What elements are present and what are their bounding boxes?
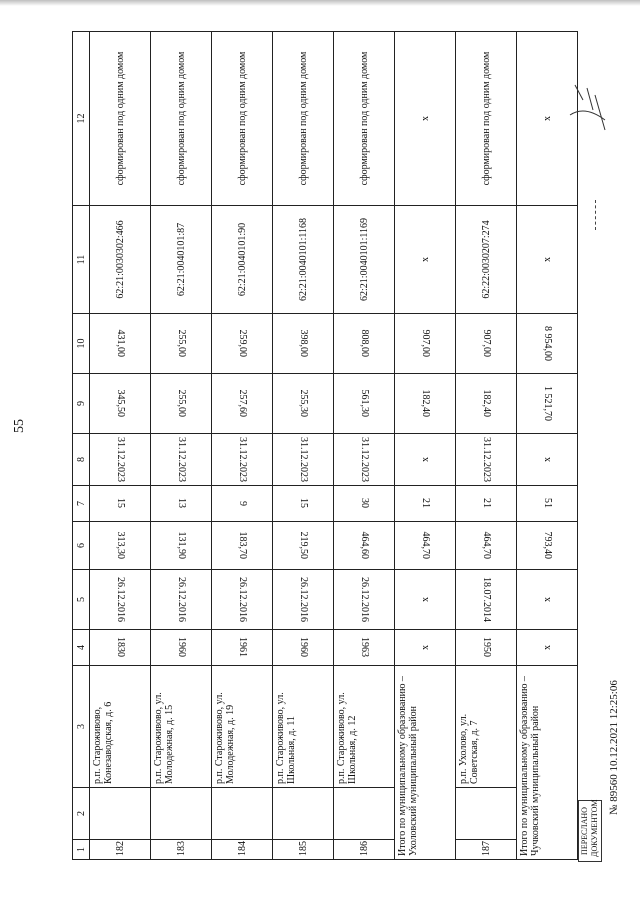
status-cell: х	[517, 32, 578, 206]
area3-cell: 255,00	[175, 329, 187, 358]
status-cell: сформирован под одним домом	[151, 32, 212, 206]
people-cell: 15	[114, 498, 126, 509]
address-cell: р.п. Староживово, ул. Школьная, д. 12	[334, 666, 395, 788]
until-cell: х	[395, 434, 456, 486]
year-cell: 1960	[297, 637, 309, 658]
cell-empty	[456, 788, 517, 840]
year-cell: 1961	[236, 637, 248, 658]
col-num: 1	[73, 840, 90, 860]
status-cell: сформирован под одним домом	[456, 32, 517, 206]
area-cell: 313,30	[114, 531, 126, 560]
area-cell: 131,90	[175, 531, 187, 560]
row-number: 185	[273, 840, 334, 860]
document-stamp: № 89560 10.12.2021 12:25:06	[608, 680, 620, 815]
table-row	[273, 32, 334, 860]
date-cell: 26.12.2016	[236, 577, 248, 622]
address-cell: р.п. Староживово, ул. Молодежная, д. 19	[212, 666, 273, 788]
until-cell: х	[517, 434, 578, 486]
area-cell: 464,60	[358, 531, 370, 560]
signature-scribble	[565, 80, 615, 140]
cadastral-cell: 62:22:0030207:274	[456, 206, 517, 314]
cell-empty	[334, 788, 395, 840]
area2-cell: 182,40	[480, 389, 492, 418]
col-num: 5	[73, 570, 90, 630]
area-cell: 464,70	[419, 531, 431, 560]
col-num: 10	[73, 314, 90, 374]
date-cell: х	[517, 570, 578, 630]
year-cell: х	[395, 630, 456, 666]
row-number: 183	[151, 840, 212, 860]
table-row	[90, 32, 151, 860]
total-row	[395, 32, 456, 860]
area2-cell: 255,30	[297, 389, 309, 418]
year-cell: 1830	[114, 637, 126, 658]
col-num: 8	[73, 434, 90, 486]
area2-cell: 345,50	[114, 389, 126, 418]
col-num: 4	[73, 630, 90, 666]
status-cell: сформирован под одним домом	[212, 32, 273, 206]
col-num: 6	[73, 522, 90, 570]
row-number: 182	[90, 840, 151, 860]
until-cell: 31.12.2023	[297, 437, 309, 482]
status-cell: сформирован под одним домом	[273, 32, 334, 206]
col-num: 2	[73, 788, 90, 840]
people-cell: 30	[358, 498, 370, 509]
page-number: 55	[12, 419, 27, 433]
column-number-row	[73, 32, 90, 860]
table-row	[334, 32, 395, 860]
date-cell: 26.12.2016	[114, 577, 126, 622]
year-cell: 1963	[358, 637, 370, 658]
cell-empty	[151, 788, 212, 840]
address-cell: р.п. Староживово, Конезаводская, д. 6	[90, 666, 151, 788]
table-row	[212, 32, 273, 860]
area3-cell: 907,00	[480, 329, 492, 358]
col-num: 12	[73, 32, 90, 206]
area3-cell: 398,00	[297, 329, 309, 358]
area2-cell: 561,30	[358, 389, 370, 418]
col-num: 9	[73, 374, 90, 434]
people-cell: 51	[541, 498, 553, 509]
address-cell: р.п. Ухолово, ул. Советская, д. 7	[456, 666, 517, 788]
people-cell: 21	[480, 498, 492, 509]
cell-empty	[273, 788, 334, 840]
address-cell: р.п. Староживово, ул. Молодежная, д. 15	[151, 666, 212, 788]
address-cell: р.п. Староживово, ул. Школьная, д. 11	[273, 666, 334, 788]
area3-cell: 907,00	[419, 329, 431, 358]
cell-empty	[90, 788, 151, 840]
table-row	[151, 32, 212, 860]
until-cell: 31.12.2023	[358, 437, 370, 482]
total-row	[517, 32, 578, 860]
scan-edge	[0, 0, 640, 6]
row-number: 186	[334, 840, 395, 860]
area3-cell: 8 954,00	[541, 326, 553, 361]
col-num: 7	[73, 486, 90, 522]
until-cell: 31.12.2023	[114, 437, 126, 482]
cell-empty	[212, 788, 273, 840]
cadastral-cell: 62:21:0030302:466	[90, 206, 151, 314]
date-cell: 26.12.2016	[297, 577, 309, 622]
area-cell: 183,70	[236, 531, 248, 560]
until-cell: 31.12.2023	[175, 437, 187, 482]
area2-cell: 1 521,70	[541, 386, 553, 421]
area2-cell: 257,60	[236, 389, 248, 418]
register-table	[72, 31, 578, 860]
margin-mark	[595, 200, 600, 230]
until-cell: 31.12.2023	[236, 437, 248, 482]
total-label: Итого по муниципальному образованию – Ухоловский муниципальный район	[395, 666, 456, 860]
area3-cell: 259,00	[236, 329, 248, 358]
area2-cell: 182,40	[419, 389, 431, 418]
status-cell: сформирован под одним домом	[334, 32, 395, 206]
cadastral-cell: 62:21:0040101:87	[151, 206, 212, 314]
date-cell: х	[395, 570, 456, 630]
cadastral-cell: х	[517, 206, 578, 314]
people-cell: 21	[419, 498, 431, 509]
publisher-logo: ПЕРЕСЛАНО ДОКУМЕНТОМ	[578, 800, 602, 862]
year-cell: 1960	[175, 637, 187, 658]
area-cell: 219,50	[297, 531, 309, 560]
status-cell: х	[395, 32, 456, 206]
row-number: 184	[212, 840, 273, 860]
cadastral-cell: 62:21:0040101:90	[212, 206, 273, 314]
date-cell: 26.12.2016	[175, 577, 187, 622]
people-cell: 15	[297, 498, 309, 509]
col-num: 3	[73, 666, 90, 788]
col-num: 11	[73, 206, 90, 314]
area2-cell: 255,00	[175, 389, 187, 418]
area-cell: 464,70	[480, 531, 492, 560]
row-number: 187	[456, 840, 517, 860]
year-cell: 1950	[480, 637, 492, 658]
people-cell: 13	[175, 498, 187, 509]
total-label: Итого по муниципальному образованию – Чучковский муниципальный район	[517, 666, 578, 860]
date-cell: 26.12.2016	[358, 577, 370, 622]
cadastral-cell: х	[395, 206, 456, 314]
area3-cell: 431,00	[114, 329, 126, 358]
area-cell: 793,40	[541, 531, 553, 560]
people-cell: 9	[236, 501, 248, 506]
status-cell: сформирован под одним домом	[90, 32, 151, 206]
table-row	[456, 32, 517, 860]
year-cell: х	[517, 630, 578, 666]
date-cell: 18.07.2014	[480, 577, 492, 622]
until-cell: 31.12.2023	[480, 437, 492, 482]
cadastral-cell: 62:21:0040101:1168	[273, 206, 334, 314]
cadastral-cell: 62:21:0040101:1169	[334, 206, 395, 314]
area3-cell: 808,00	[358, 329, 370, 358]
register-table-wrapper	[72, 32, 556, 860]
